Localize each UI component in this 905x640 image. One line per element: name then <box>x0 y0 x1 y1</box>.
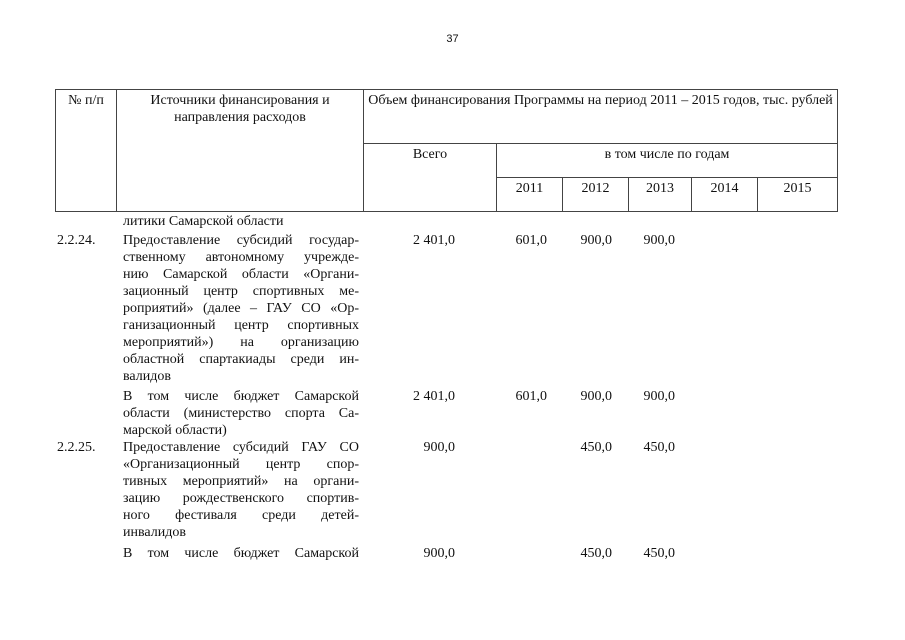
description-line: В том числе бюджет Самарской <box>123 546 359 561</box>
header-by-years: в том числе по годам <box>497 144 838 178</box>
page-number: 37 <box>446 33 459 45</box>
row-number: 2.2.25. <box>57 440 96 455</box>
row-number: 2.2.24. <box>57 233 96 248</box>
row-description <box>123 545 359 562</box>
description-line: марской области) <box>123 423 227 438</box>
value-2013: 450,0 <box>643 546 675 561</box>
description-line: областной спартакиады среди ин- <box>123 352 359 367</box>
value-2012: 450,0 <box>580 440 612 455</box>
header-volume-column: Объем финансирования Программы на период 2011 – 2015 годов, тыс. рублей <box>364 90 838 144</box>
value-2013: 900,0 <box>643 389 675 404</box>
description-line: «Организационный центр спор- <box>123 457 359 472</box>
value-total: 2 401,0 <box>413 233 455 248</box>
row-description <box>123 388 359 439</box>
row-description <box>123 439 359 541</box>
description-line: зационный центр спортивных ме- <box>123 284 359 299</box>
description-line: роприятий» (далее – ГАУ СО «Ор- <box>123 301 359 316</box>
description-line: Предоставление субсидий ГАУ СО <box>123 440 359 455</box>
header-year-2013: 2013 <box>629 178 692 212</box>
value-total: 900,0 <box>423 546 455 561</box>
header-year-2015: 2015 <box>758 178 838 212</box>
header-total-column: Всего <box>364 144 497 212</box>
description-line: В том числе бюджет Самарской <box>123 389 359 404</box>
header-number-column: № п/п <box>56 90 117 212</box>
header-sources-column: Источники финансирования и направления расходов <box>117 90 364 212</box>
value-2011: 601,0 <box>515 389 547 404</box>
description-line: валидов <box>123 369 171 384</box>
header-year-2012: 2012 <box>563 178 629 212</box>
description-line: ганизационный центр спортивных <box>123 318 359 333</box>
value-total: 900,0 <box>423 440 455 455</box>
description-line: ственному автономному учрежде- <box>123 250 359 265</box>
table-header <box>55 89 838 212</box>
description-line: нию Самарской области «Органи- <box>123 267 359 282</box>
description-line: ного фестиваля среди детей- <box>123 508 359 523</box>
row-description <box>123 232 359 385</box>
continuation-line: литики Самарской области <box>123 214 284 229</box>
value-2012: 900,0 <box>580 389 612 404</box>
description-line: мероприятий») на организацию <box>123 335 359 350</box>
value-total: 2 401,0 <box>413 389 455 404</box>
description-line: Предоставление субсидий государ- <box>123 233 359 248</box>
value-2011: 601,0 <box>515 233 547 248</box>
description-line: области (министерство спорта Са- <box>123 406 359 421</box>
header-year-2011: 2011 <box>497 178 563 212</box>
value-2012: 900,0 <box>580 233 612 248</box>
value-2012: 450,0 <box>580 546 612 561</box>
description-line: инвалидов <box>123 525 186 540</box>
description-line: тивных мероприятий» на органи- <box>123 474 359 489</box>
value-2013: 900,0 <box>643 233 675 248</box>
header-year-2014: 2014 <box>692 178 758 212</box>
value-2013: 450,0 <box>643 440 675 455</box>
description-line: зацию рождественского спортив- <box>123 491 359 506</box>
